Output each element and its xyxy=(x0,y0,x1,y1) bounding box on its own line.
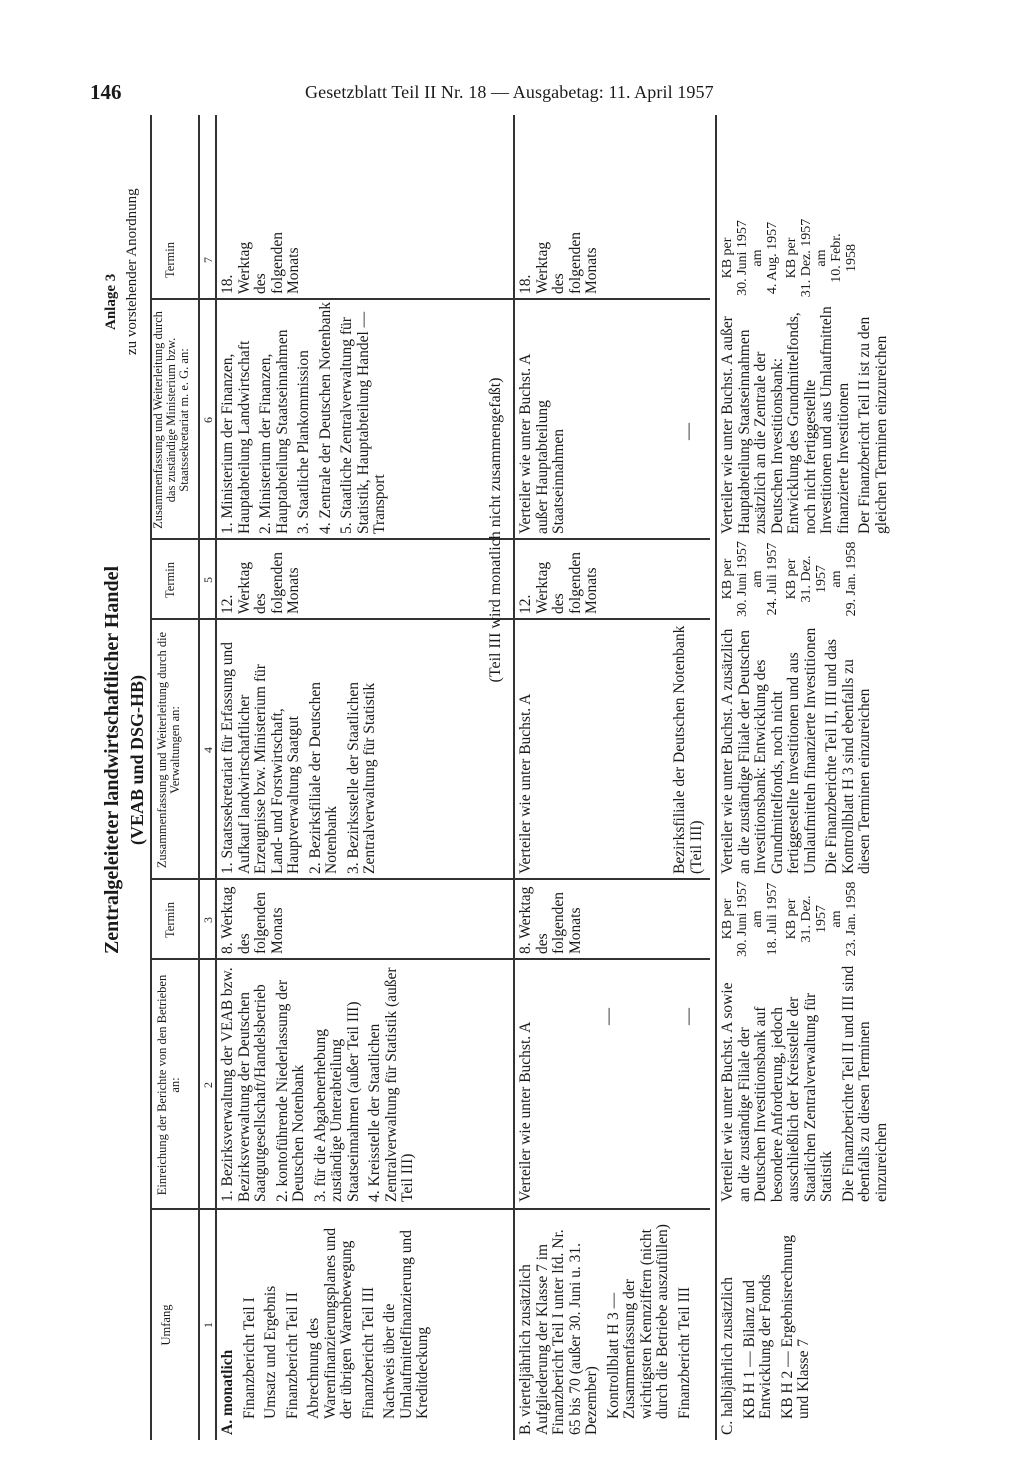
col-number-4: 4 xyxy=(201,747,215,753)
section-a-scope xyxy=(220,1215,510,1435)
col-rule-6 xyxy=(150,299,710,301)
deadline-line: KB per xyxy=(784,558,799,600)
col-header-7: Termin xyxy=(163,242,177,278)
deadline-line: am xyxy=(750,570,765,588)
page-number: 146 xyxy=(90,80,122,104)
deadline-line: 18. Juli 1957 xyxy=(765,882,780,956)
section-c-ministry-forwarding xyxy=(719,302,890,534)
section-a-heading: A. monatlich xyxy=(219,1349,236,1435)
section-b-deadline-5: 12. Werktag des folgenden Monats xyxy=(517,552,600,614)
deadline-line: KB per xyxy=(720,237,735,279)
section-b-ministry-forwarding: Verteiler wie unter Buchst. A außer Hauptabteilung Staatseinnahmen xyxy=(517,354,567,534)
col-rule-4 xyxy=(150,619,710,621)
scope-item: KB H 1 — Bilanz und Entwicklung der Fonds xyxy=(740,1274,774,1419)
deadline-line: KB per xyxy=(720,558,735,600)
section-c-scope xyxy=(720,1215,880,1435)
recipient-item: 4. Zentrale der Deutschen Notenbank xyxy=(316,302,334,534)
deadline-line: 30. Juni 1957 xyxy=(735,220,750,296)
scope-item: Finanzbericht Teil I xyxy=(240,1297,258,1419)
recipient-item: 5. Staatliche Zentralverwaltung für Statistik, Hauptabteilung Handel — Transport xyxy=(338,311,388,534)
col-rule-5 xyxy=(150,539,710,541)
deadline-line: am xyxy=(750,249,765,267)
recipient-item: 1. Bezirksverwaltung der VEAB bzw. Bezirksverwaltung der Deutschen Saatgutgesellschaft/Handelsbetrieb xyxy=(219,967,269,1202)
recipient-item: 2. Ministerium der Finanzen, Hauptabteilung Staatseinnahmen xyxy=(257,329,291,534)
header-title: Gesetzblatt Teil II Nr. 18 — Ausgabetag: 11. April 1957 xyxy=(305,82,714,102)
recipient-item: 4. Kreisstelle der Staatlichen Zentralverwaltung für Statistik (außer Teil III) xyxy=(366,967,416,1202)
scope-item: C. halbjährlich zusätzlich xyxy=(719,1277,736,1435)
deadline-line: 4. Aug. 1957 xyxy=(765,221,780,295)
section-b-submission: Verteiler wie unter Buchst. A xyxy=(517,1021,534,1202)
section-a-deadline-7: 18. Werktag des folgenden Monats xyxy=(219,232,302,294)
scope-item: Finanzbericht Teil III xyxy=(675,1286,693,1419)
rotated-page-content xyxy=(100,100,890,1440)
section-a-deadline-5: 12. Werktag des folgenden Monats xyxy=(219,552,302,614)
section-b-deadline-3: 8. Werktag des folgenden Monats xyxy=(517,886,584,954)
section-c-submission xyxy=(719,965,890,1202)
section-b-dash: — xyxy=(678,1008,697,1025)
deadline-line: KB per xyxy=(720,898,735,940)
annex-label: Anlage 3 xyxy=(103,273,119,330)
annex-subtitle: zu vorstehender Anordnung xyxy=(124,188,140,355)
scope-item: Finanzbericht Teil II xyxy=(283,1292,301,1419)
deadline-line: am xyxy=(814,249,829,267)
col-header-3: Termin xyxy=(163,902,177,938)
section-b-c-rule xyxy=(715,115,717,1440)
recipient-item: 2. kontoführende Niederlassung der Deutschen Notenbank xyxy=(273,979,307,1202)
section-c-deadline-7 xyxy=(720,218,859,298)
section-b-forwarding-part-iii: Bezirksfiliale der Deutschen Notenbank (Teil III) xyxy=(671,625,705,874)
col-header-2: Einreichung der Berichte von den Betrieben an: xyxy=(155,974,182,1196)
recipient-item: 1. Staatssekretariat für Erfassung und Aufkauf landwirtschaftlicher Erzeugnisse bzw. Ministerium für Land- und Forstwirtschaft, Hauptverwaltung Saatgut xyxy=(219,641,302,874)
document-title: Zentralgeleiteter landwirtschaftlicher Handel xyxy=(101,565,123,955)
scope-item: Nachweis über die Umlaufmittelfinanzierung und Kreditdeckung xyxy=(381,1230,431,1419)
col-number-7: 7 xyxy=(201,257,215,263)
deadline-line: KB per xyxy=(784,237,799,279)
section-b-forwarding: Verteiler wie unter Buchst. A xyxy=(517,693,534,874)
scope-item: Finanzbericht Teil III xyxy=(359,1286,377,1419)
section-a-deadline-3: 8. Werktag des folgenden Monats xyxy=(219,886,286,954)
document-subtitle: (VEAB und DSG-HB) xyxy=(127,674,147,846)
recipient-item: Verteiler wie unter Buchst. A zusätzlich an die zuständige Filiale der Deutschen Investitionsbank: Entwicklung des Grundmittelfonds, noch nicht fertiggestellte Investitionen und aus Umlaufmitteln finanzierte Investitionen xyxy=(719,627,819,874)
recipient-item: 2. Bezirksfiliale der Deutschen Notenbank xyxy=(306,682,340,874)
col-rule-3 xyxy=(150,879,710,881)
col-header-4: Zusammenfassung und Weiterleitung durch die Verwaltungen an: xyxy=(155,631,182,869)
deadline-line: am xyxy=(750,910,765,928)
recipient-item: Der Finanzbericht Teil II ist zu den gleichen Terminen einzureichen xyxy=(856,316,890,534)
recipient-item: Verteiler wie unter Buchst. A sowie an die zuständige Filiale der Deutschen Investitionsbank auf besondere Anforderung, jedoch ausschließlich der Kreisstelle der Staatlichen Zentralverwaltung für Statistik xyxy=(719,982,835,1202)
col-number-3: 3 xyxy=(201,917,215,923)
col-header-5: Termin xyxy=(163,562,177,598)
section-a-ministry-forwarding xyxy=(220,302,470,534)
section-c-deadline-5 xyxy=(720,540,859,618)
deadline-line: 10. Febr. 1958 xyxy=(829,233,859,283)
section-a-forwarding xyxy=(220,624,510,874)
recipient-item: 1. Ministerium der Finanzen, Hauptabteilung Landwirtschaft xyxy=(219,340,253,534)
scope-item: Umsatz und Ergebnis xyxy=(262,1285,279,1419)
scope-item: Kontrollblatt H 3 — Zusammenfassung der wichtigsten Kennziffern (nicht durch die Betriebe auszufüllen) xyxy=(604,1224,671,1419)
scope-item: KB H 2 — Ergebnisrechnung und Klasse 7 xyxy=(778,1235,812,1419)
section-c-deadline-3 xyxy=(720,880,859,958)
section-b-dash: — xyxy=(678,423,697,440)
deadline-line: 31. Dez. 1957 xyxy=(799,555,829,603)
deadline-line: 31. Dez. 1957 xyxy=(799,218,814,298)
section-a-b-rule xyxy=(513,115,515,1440)
deadline-line: 30. Juni 1957 xyxy=(735,881,750,957)
recipient-item: Verteiler wie unter Buchst. A außer Hauptabteilung Staatseinnahmen zusätzlich an die Zentrale der Deutschen Investitionsbank: Entwicklung des Grundmittelfonds, noch nicht fertiggestellte Investitionen und aus Umlaufmitteln finanzierte Investitionen xyxy=(719,306,852,534)
deadline-line: 24. Juli 1957 xyxy=(765,542,780,616)
section-b-scope xyxy=(518,1215,713,1435)
recipient-item: 3. Bezirksstelle der Staatlichen Zentralverwaltung für Statistik xyxy=(344,682,378,874)
recipient-item: 3. für die Abgabenerhebung zuständige Unterabteilung Staatseinnahmen (außer Teil III) xyxy=(311,1001,362,1202)
deadline-line: am xyxy=(829,910,844,928)
deadline-line: 30. Juni 1957 xyxy=(735,541,750,617)
recipient-item: 3. Staatliche Plankommission xyxy=(295,350,312,534)
col-header-1: Umfang xyxy=(159,1304,173,1346)
col-header-6: Zusammenfassung und Weiterleitung durch das zuständige Ministerium bzw. Staatssekretariat m. e. G. an: xyxy=(151,311,191,529)
deadline-line: KB per xyxy=(784,898,799,940)
col-rule-2 xyxy=(150,959,710,961)
scope-item: B. vierteljährlich zusätzlich Aufgliederung der Klasse 7 im Finanzbericht Teil I unter lfd. Nr. 65 bis 70 (außer 30. Juni u. 31. Dezember) xyxy=(517,1229,600,1435)
section-b-dash: — xyxy=(598,1008,617,1025)
col-rule-1 xyxy=(150,1209,710,1211)
section-a-submission xyxy=(220,965,510,1202)
deadline-line: 23. Jan. 1958 xyxy=(844,881,859,957)
deadline-line: 31. Dez. 1957 xyxy=(799,895,829,943)
section-b-deadline-7: 18. Werktag des folgenden Monats xyxy=(517,232,600,294)
deadline-line: am xyxy=(829,570,844,588)
recipient-item: Die Finanzberichte Teil II, III und das Kontrollblatt H 3 sind ebenfalls zu diesen Terminen einzureichen xyxy=(823,639,873,874)
deadline-line: 29. Jan. 1958 xyxy=(844,541,859,617)
scope-item: Abrechnung des Warenfinanzierungsplanes und der übrigen Warenbewegung xyxy=(305,1227,355,1419)
col-number-2: 2 xyxy=(201,1082,215,1088)
recipient-item: Die Finanzberichte Teil II und III sind ebenfalls zu diesen Terminen einzureichen xyxy=(839,965,890,1202)
section-c-forwarding xyxy=(720,624,880,874)
col-number-6: 6 xyxy=(201,417,215,423)
col-number-5: 5 xyxy=(201,577,215,583)
col-number-1: 1 xyxy=(201,1322,215,1328)
section-a-note: (Teil III wird monatlich nicht zusammengefaßt) xyxy=(487,377,504,683)
